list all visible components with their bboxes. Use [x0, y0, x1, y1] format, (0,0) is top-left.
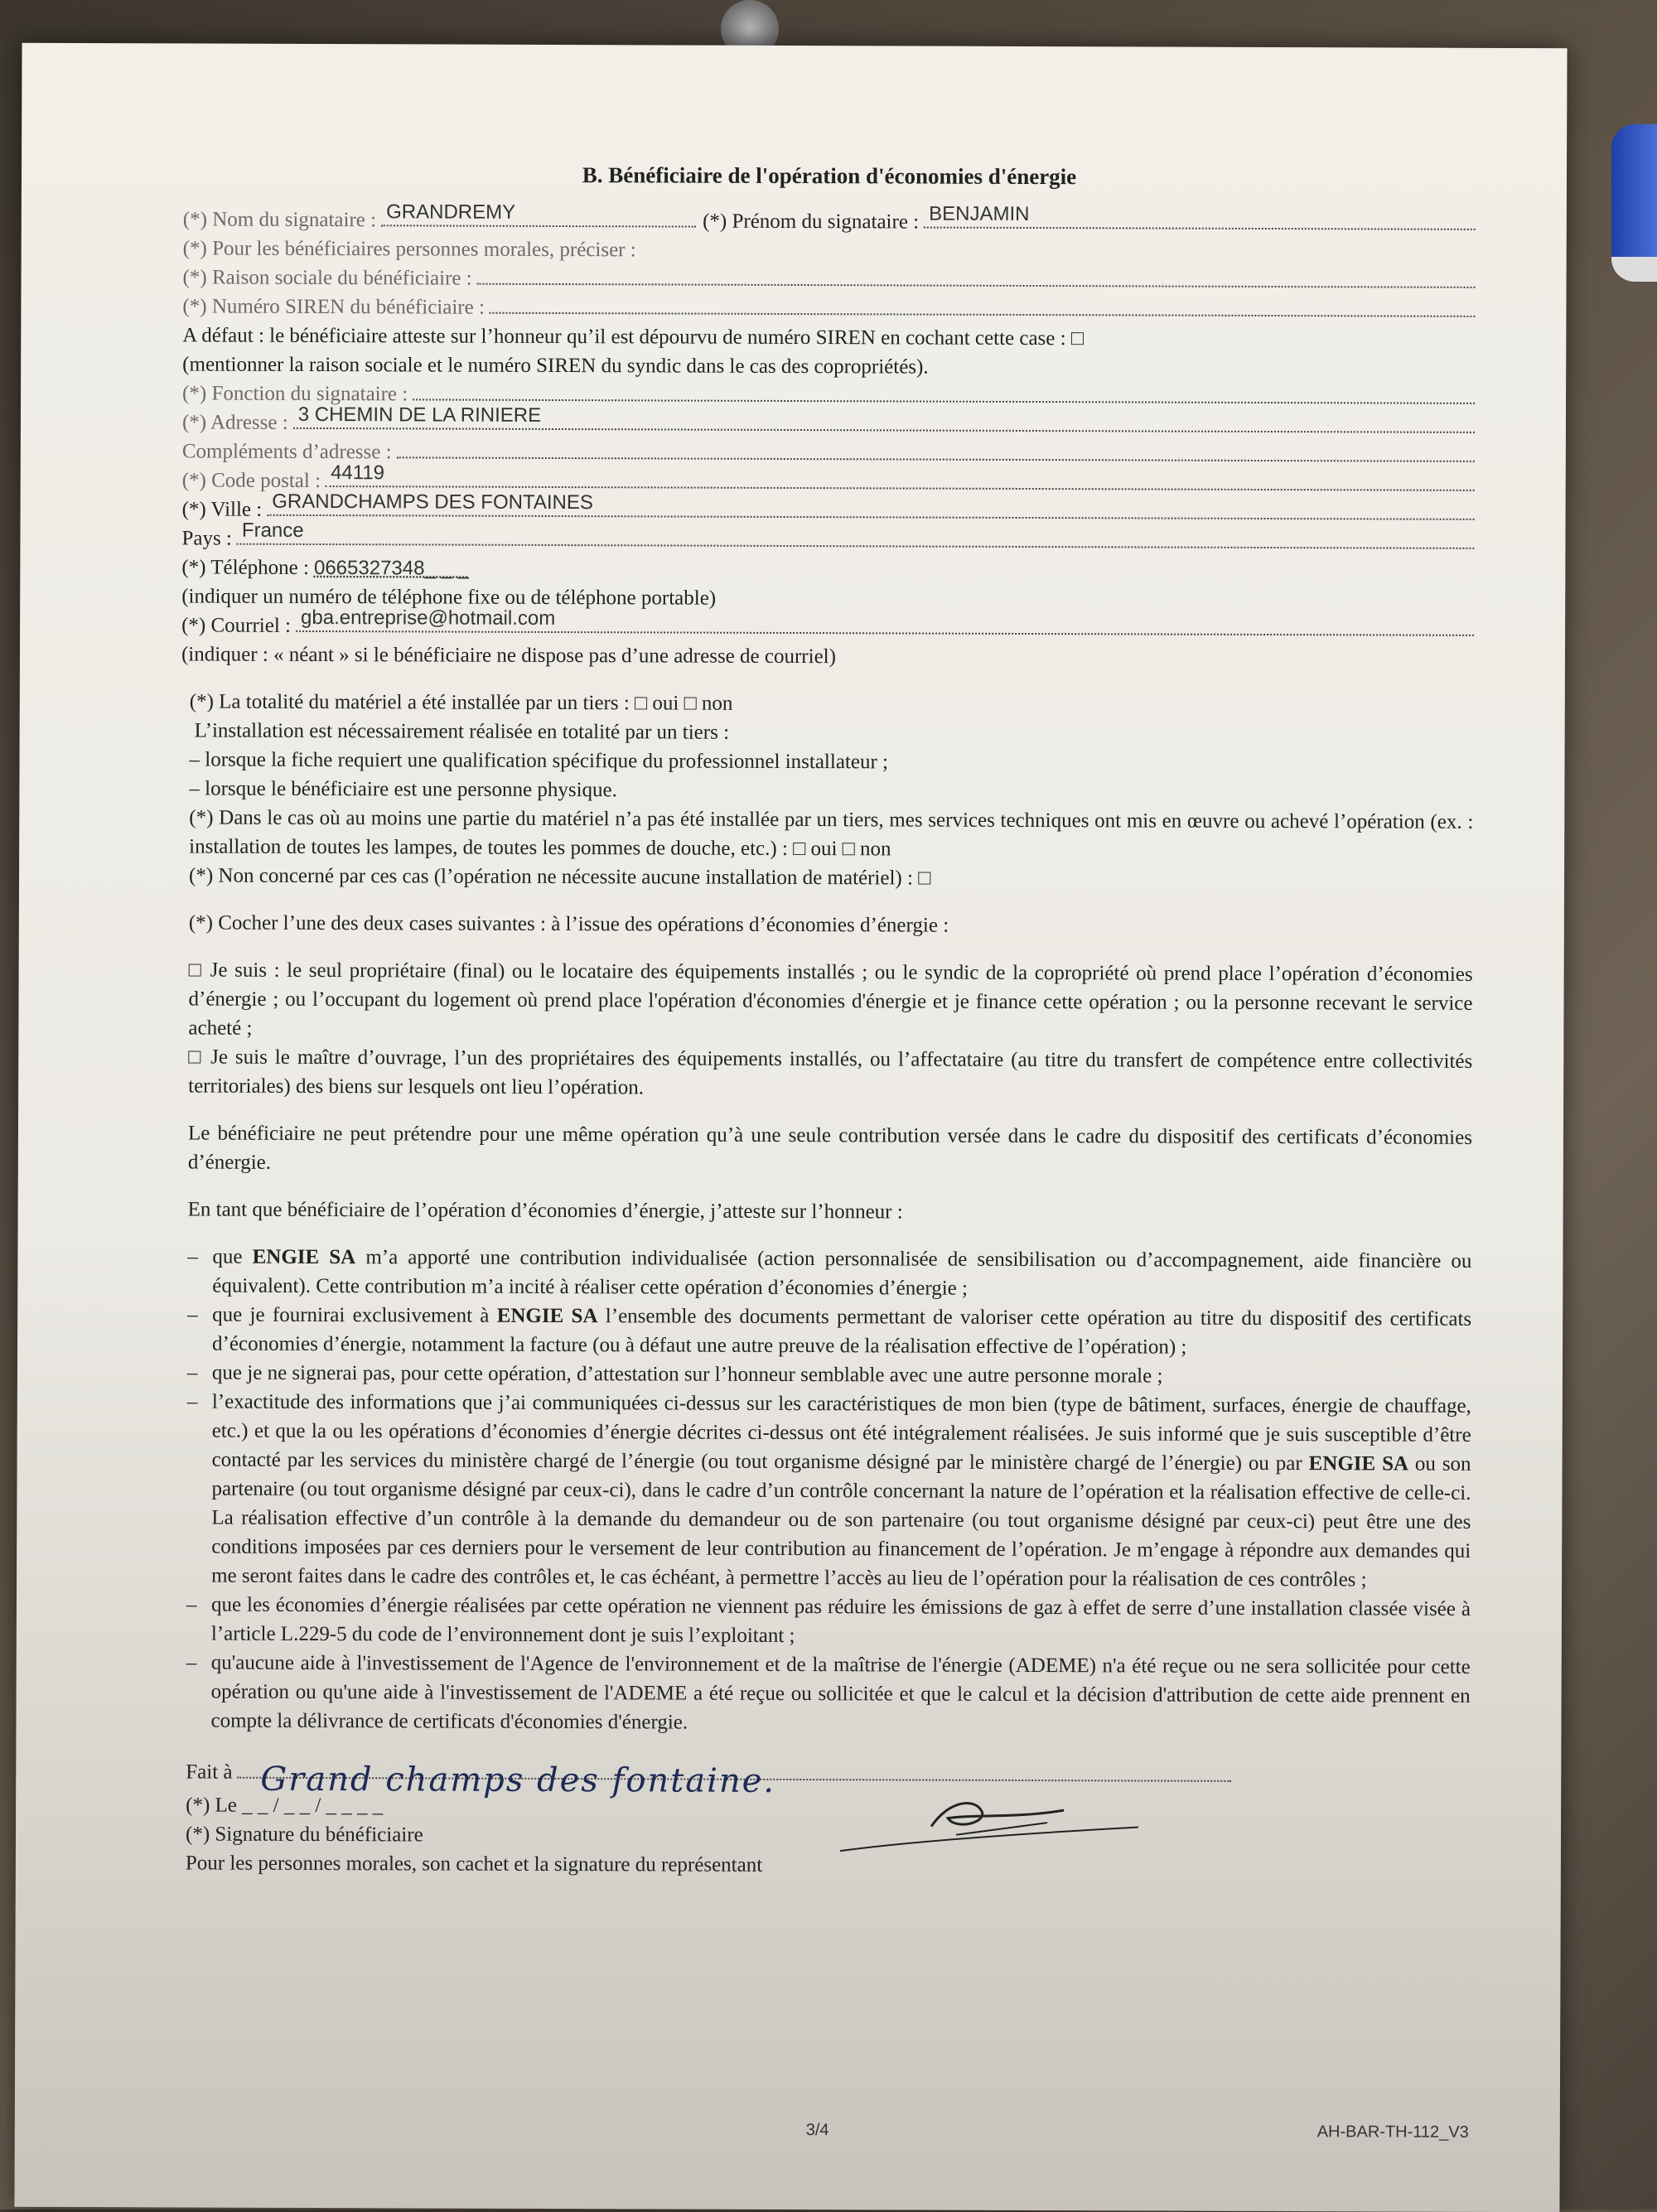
- signature-drawing: [832, 1793, 1147, 1860]
- cocher-option-1[interactable]: □ Je suis : le seul propriétaire (final) ou le locataire des équipements installés ; ou le syndic de la copropriété où prend place l’opération d’économies d’énergie ; ou l’occupant du logement où prend place l'opération d'économies d'énergie et je finance cette opération ; ou la personne recevant le service acheté ;: [188, 959, 1473, 1040]
- list-item: – que les économies d’énergie réalisées par cette opération ne viennent pas réduire les émissions de gaz à effet de serre d’une installation classée visée à l’article L.229-5 du code de l’environnement dont je suis l’exploitant ;: [186, 1590, 1471, 1652]
- ville-field[interactable]: [267, 490, 1474, 520]
- installation-q2[interactable]: (*) Dans le cas où au moins une partie du matériel n’a pas été installée par un tiers, mes services techniques ont mis en œuvre ou achevé l’opération (ex. : installation de toutes les lampes, de toutes les pommes de douche, etc.) : □ oui □ non: [189, 806, 1474, 861]
- signature-block: [186, 1790, 1470, 1881]
- tel-value[interactable]: 0665327348_ _ _: [313, 556, 469, 580]
- date-label[interactable]: (*) Le _ _ / _ _ / _ _ _ _: [186, 1794, 384, 1818]
- defaut-text: A défaut : le bénéficiaire atteste sur l’honneur qu’il est dépourvu de numéro SIREN en cochant cette case : □: [182, 324, 1084, 350]
- installation-l2: – lorsque la fiche requiert une qualification spécifique du professionnel installateur ;: [189, 748, 889, 774]
- section-title: B. Bénéficiaire de l'opération d'économies d'énergie: [582, 162, 1077, 190]
- morales-note: Pour les personnes morales, son cachet et la signature du représentant: [185, 1852, 763, 1876]
- installation-q1[interactable]: (*) La totalité du matériel a été installée par un tiers : □ oui □ non: [189, 690, 733, 715]
- complements-label: Compléments d’adresse :: [181, 440, 392, 464]
- courriel-field[interactable]: [296, 606, 1474, 636]
- fonction-field[interactable]: [413, 380, 1475, 403]
- courriel-hint-row: [181, 640, 1474, 673]
- list-item: – l’exactitude des informations que j’ai communiquées ci-dessus sur les caractéristiques de mon bien (type de bâtiment, surfaces, énergie de chauffage, etc.) et que la ou les opérations d’économies d’énergie décrites ci-dessus ont été intégralement réalisées. Je suis informé que je suis susceptible d’être contacté par les services du ministère chargé de l’énergie (ou tout organisme désigné par le ministère chargé de l’énergie) ou par ENGIE SA ou son partenaire (ou tout organisme désigné par ceux-ci), dans le cadre d’un contrôle concernant la nature de l’opération et la réalisation effective de celle-ci. La réalisation effective d’un contrôle à la demande du demandeur ou de son partenaire (ou tout organisme désigné par ceux-ci) peut être une des conditions imposées par ces derniers pour le versement de leur contribution au financement de l’opération. Je m’engage à répondre aux demandes qui me seront faites dans le cadre des contrôles et, le cas échéant, à permettre l’accès au lieu de l’opération pour la réalisation de ces contrôles ;: [186, 1387, 1471, 1594]
- document-page: [14, 43, 1567, 2212]
- tel-label: (*) Téléphone :: [181, 556, 310, 579]
- mentionner-row: [182, 350, 1475, 383]
- courriel-row: [181, 606, 1474, 644]
- atteste-text: En tant que bénéficiaire de l’opération d’économies d’énergie, j’atteste sur l’honneur :: [187, 1198, 903, 1224]
- list-item: – que je ne signerai pas, pour cette opération, d’attestation sur l’honneur semblable avec une autre personne morale ;: [187, 1358, 1471, 1391]
- raison-row: [183, 263, 1476, 296]
- ville-value: GRANDCHAMPS DES FONTAINES: [272, 490, 593, 514]
- fait-value: Grand champs des fontaine.: [260, 1760, 776, 1800]
- prenom-label: (*) Prénom du signataire :: [703, 210, 920, 234]
- installation-l1: L’installation est nécessairement réalisée en totalité par un tiers :: [194, 719, 730, 744]
- courriel-hint: (indiquer : « néant » si le bénéficiaire ne dispose pas d’une adresse de courriel): [181, 643, 837, 669]
- complements-field[interactable]: [397, 438, 1475, 462]
- pays-value: France: [241, 519, 304, 542]
- form-content: [177, 159, 1476, 1881]
- contribution-text: Le bénéficiaire ne peut prétendre pour une même opération qu’à une seule contribution versée dans le cadre du dispositif des certificats d’économies d’énergie.: [187, 1122, 1473, 1174]
- cocher-intro: (*) Cocher l’une des deux cases suivantes : à l’issue des opérations d’économies d’énergie :: [188, 911, 949, 937]
- prenom-field[interactable]: [924, 202, 1476, 230]
- cp-value: 44119: [331, 461, 385, 485]
- raison-field[interactable]: [477, 265, 1476, 288]
- ville-label: (*) Ville :: [181, 498, 263, 521]
- pen-tip: [1611, 257, 1657, 282]
- installation-l3: – lorsque le bénéficiaire est une personne physique.: [189, 777, 617, 802]
- installation-q3[interactable]: (*) Non concerné par ces cas (l’opération ne nécessite aucune installation de matériel) : □: [189, 864, 931, 890]
- pays-row: [181, 519, 1474, 557]
- prenom-value: BENJAMIN: [929, 202, 1030, 225]
- tel-hint: (indiquer un numéro de téléphone fixe ou de téléphone portable): [181, 585, 717, 610]
- nom-value: GRANDREMY: [386, 200, 516, 224]
- nom-field[interactable]: [381, 200, 696, 227]
- siren-label: (*) Numéro SIREN du bénéficiaire :: [182, 295, 485, 319]
- adresse-value: 3 CHEMIN DE LA RINIERE: [297, 403, 542, 427]
- pays-field[interactable]: [237, 519, 1475, 549]
- pays-label: Pays :: [181, 527, 232, 550]
- raison-label: (*) Raison sociale du bénéficiaire :: [182, 266, 472, 290]
- document-reference: AH-BAR-TH-112_V3: [1316, 2123, 1469, 2142]
- courriel-label: (*) Courriel :: [181, 614, 292, 637]
- fait-row: [186, 1753, 1470, 1800]
- defaut-row: [182, 321, 1475, 354]
- fait-label: Fait à: [186, 1760, 233, 1784]
- attestation-list: [186, 1242, 1471, 1739]
- installation-section: [177, 687, 1474, 1881]
- tel-row: [181, 553, 1474, 586]
- courriel-value: gba.entreprise@hotmail.com: [301, 606, 556, 630]
- list-item: – qu'aucune aide à l'investissement de l'Agence de l'environnement et de la maîtrise de l'énergie (ADEME) n'a été reçue ou ne sera sollicitée pour cette opération ou qu'une aide à l'investissement de l'ADEME a été reçue ou sollicitée et que le calcul et la décision d'attribution de cette aide prennent en compte la délivrance de certificats d'économies d'énergie.: [186, 1648, 1470, 1739]
- nom-label: (*) Nom du signataire :: [182, 208, 377, 232]
- morales-label: (*) Pour les bénéficiaires personnes morales, préciser :: [182, 237, 636, 262]
- morales-row: [183, 234, 1476, 267]
- ville-row: [181, 490, 1475, 528]
- nom-prenom-row: [182, 200, 1476, 238]
- signature-label: (*) Signature du bénéficiaire: [185, 1823, 423, 1847]
- siren-row: [182, 292, 1475, 325]
- adresse-label: (*) Adresse :: [181, 411, 288, 434]
- list-item: – que ENGIE SA m’a apporté une contribution individualisée (action personnalisée de sensibilisation ou d’accompagnement, aide financière ou équivalent). Cette contribution m’a incité à réaliser cette opération d’économies d’énergie ;: [187, 1242, 1471, 1304]
- page-number: 3/4: [805, 2121, 829, 2140]
- cp-label: (*) Code postal :: [181, 469, 321, 493]
- adresse-field[interactable]: [293, 403, 1475, 433]
- footer: [176, 2118, 1469, 2142]
- mentionner-text: (mentionner la raison sociale et le numéro SIREN du syndic dans le cas des copropriétés).: [182, 353, 929, 379]
- fonction-label: (*) Fonction du signataire :: [182, 382, 408, 406]
- cocher-option-2[interactable]: □ Je suis le maître d’ouvrage, l’un des propriétaires des équipements installés, ou l’affectataire (au titre du transfert de compétence entre collectivités territoriales) des biens sur lesquels ont lieu l’opération.: [188, 1046, 1473, 1099]
- siren-field[interactable]: [490, 294, 1476, 317]
- list-item: – que je fournirai exclusivement à ENGIE SA l’ensemble des documents permettant de valoriser cette opération au titre du dispositif des certificats d’économies d’énergie, notamment la facture (ou à défaut une autre preuve de la réalisation effective de l’opération) ;: [187, 1300, 1471, 1362]
- adresse-row: [181, 403, 1475, 441]
